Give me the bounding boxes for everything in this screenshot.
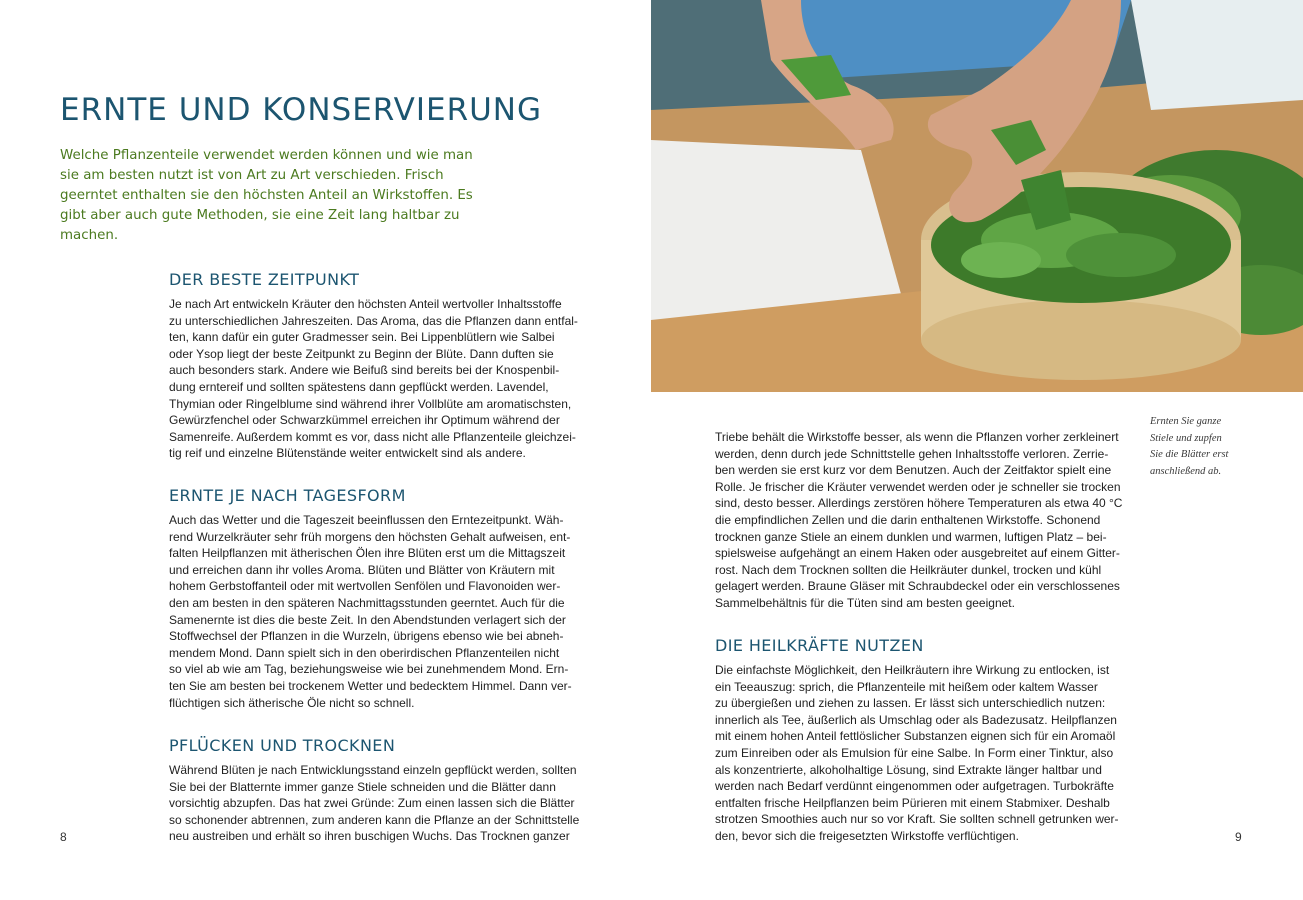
heading-ernte-je-nach-tagesform: ERNTE JE NACH TAGESFORM — [169, 486, 406, 505]
text-der-beste-zeitpunkt: Je nach Art entwickeln Kräuter den höchsten Anteil wertvoller Inhaltsstoffe zu unterschiedlichen Jahreszeiten. Das Aroma, das die Pflanzen dann entfal- ten, kann dafür ein guter Gradmesser sein. Bei Lippenblütlern wie Salbei oder Ysop liegt der beste Zeitpunkt zu Beginn der Blüte. Dann duften sie auch besonders stark. Andere wie Beifuß sind bereits bei der Knospenbil- dung erntereif und sollten spätestens dann gepflückt werden. Lavendel, Thymian oder Ringelblume sind während ihrer Vollblüte am aromatischsten, Gewürzfenchel oder Schwarzkümmel erreichen ihr Optimum während der Samenreife. Außerdem kommt es vor, dass nicht alle Pflanzenteile gleichzei- tig reif und einzelne Blütenstände weiter entwickelt sind als andere. — [169, 297, 578, 461]
heading-die-heilkraefte-nutzen: DIE HEILKRÄFTE NUTZEN — [715, 636, 924, 655]
photo-caption: Ernten Sie ganze Stiele und zupfen Sie die Blätter erst anschließend ab. — [1150, 416, 1229, 477]
page-number-right: 9 — [1235, 830, 1242, 844]
text-die-heilkraefte-nutzen: Die einfachste Möglichkeit, den Heilkräutern ihre Wirkung zu entlocken, ist ein Teeauszug: sprich, die Pflanzenteile mit heißem oder kaltem Wasser zu übergießen und ziehen zu lassen. Er lässt sich unterschiedlich nutzen: innerlich als Tee, äußerlich als Umschlag oder als Badezusatz. Heilpflanzen mit einem hohen Anteil fettlöslicher Substanzen eignen sich für ein Aromaöl zum Einreiben oder als Emulsion für eine Salbe. In Form einer Tinktur, also als konzentrierte, alkoholhaltige Lösung, sind Extrakte länger haltbar und werden nach Bedarf verdünnt eingenommen oder aufgetragen. Turbokräfte entfalten frische Heilpflanzen beim Pürieren mit einem Stabmixer. Deshalb strotzen Smoothies auch nur so vor Kraft. Sie sollten schnell getrunken wer- den, bevor sich die freigesetzten Wirkstoffe verflüchtigen. — [715, 663, 1119, 843]
lead-paragraph: Welche Pflanzenteile verwendet werden können und wie man sie am besten nutzt ist von Art zu Art verschieden. Frisch geerntet enthalten sie den höchsten Anteil an Wirkstoffen. Es gibt aber auch gute Methoden, sie eine Zeit lang haltbar zu machen. — [60, 148, 473, 243]
herb-harvest-photo — [651, 0, 1303, 392]
page-number-left: 8 — [60, 830, 67, 844]
heading-pfluecken-und-trocknen: PFLÜCKEN UND TROCKNEN — [169, 736, 396, 755]
text-ernte-je-nach-tagesform: Auch das Wetter und die Tageszeit beeinflussen den Erntezeitpunkt. Wäh- rend Wurzelkräuter sehr früh morgens den höchsten Gehalt aufweisen, ent- falten Heilpflanzen mit ätherischen Ölen ihre Blüten erst um die Mittagszeit und erreichen dann ihr volles Aroma. Blüten und Blätter von Kräutern mit hohem Gerbstoffanteil oder mit wertvollen Senfölen und Flavonoiden wer- den am besten in den späteren Nachmittagsstunden geerntet. Auch für die Samenernte ist dies die beste Zeit. In den Abendstunden verlagert sich der Stoffwechsel der Pflanzen in die Wurzeln, übrigens ebenso wie bei abneh- mendem Mond. Dann spielt sich in den oberirdischen Pflanzenteilen nicht so viel ab wie am Tag, beziehungsweise wie bei zunehmendem Mond. Ern- ten Sie am besten bei trockenem Wetter und bedecktem Himmel. Dann ver- flüchtigen sich ätherische Öle nicht so schnell. — [169, 513, 572, 710]
page-title: ERNTE UND KONSERVIERUNG — [60, 92, 543, 128]
text-pfluecken-und-trocknen: Während Blüten je nach Entwicklungsstand einzeln gepflückt werden, sollten Sie bei der Blatternte immer ganze Stiele schneiden und die Blätter dann vorsichtig abzupfen. Das hat zwei Gründe: Zum einen lassen sich die Blätter so schonender abtrennen, zum anderen kann die Pflanze an der Schnittstelle neu austreiben und erhält so ihren buschigen Wuchs. Das Trocknen ganzer — [169, 763, 580, 844]
text-trocknen-fortsetzung: Triebe behält die Wirkstoffe besser, als wenn die Pflanzen vorher zerkleinert werden, denn durch jede Schnittstelle gehen Inhaltsstoffe verloren. Zerrie- ben werden sie erst kurz vor dem Benutzen. Auch der Zeitfaktor spielt eine Rolle. Je frischer die Kräuter verwendet werden oder je schneller sie trocken sind, desto besser. Allerdings zerstören höhere Temperaturen als etwa 40 °C die empfindlichen Zellen und die darin enthaltenen Wirkstoffe. Schonend trocknen ganze Stiele an einem dunklen und warmen, luftigen Platz – bei- spielsweise aufgehängt an einem Haken oder ausgebreitet auf einem Gitter- rost. Nach dem Trocknen sollten die Heilkräuter dunkel, trocken und kühl gelagert werden. Braune Gläser mit Schraubdeckel oder ein verschlossenes Sammelbehältnis für die Tüten sind am besten geeignet. — [715, 430, 1123, 610]
heading-der-beste-zeitpunkt: DER BESTE ZEITPUNKT — [169, 270, 360, 289]
